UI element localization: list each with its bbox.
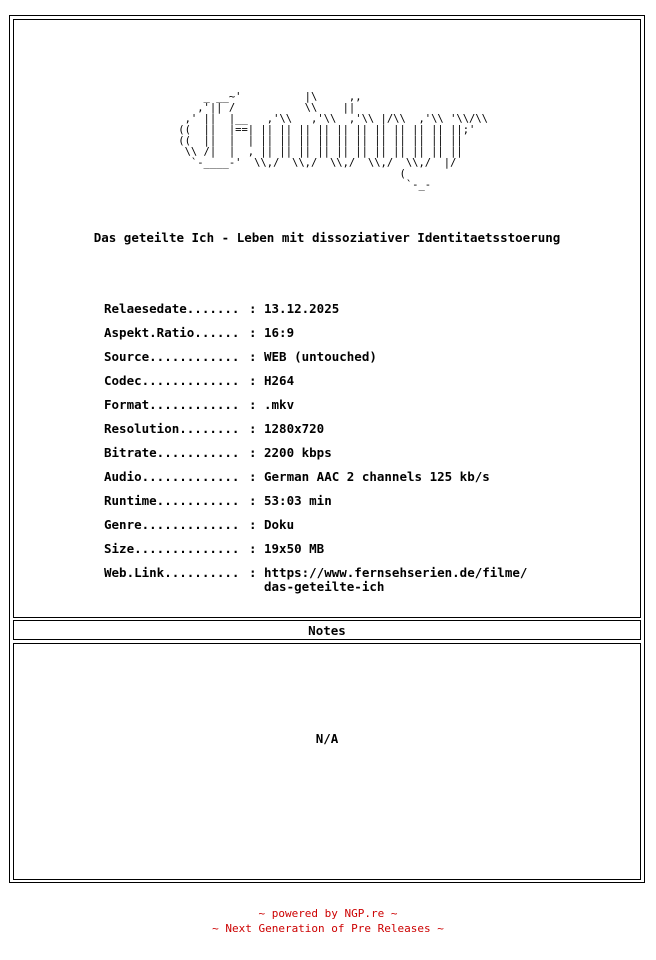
detail-value: German AAC 2 channels 125 kb/s xyxy=(264,469,490,484)
detail-row-resolution xyxy=(104,422,527,446)
detail-separator: : xyxy=(249,565,257,580)
detail-value: H264 xyxy=(264,373,295,388)
detail-value: 13.12.2025 xyxy=(264,301,340,316)
detail-value: 53:03 min xyxy=(264,493,332,508)
details-list xyxy=(104,301,528,594)
detail-separator: : xyxy=(249,445,257,460)
detail-value: 16:9 xyxy=(264,325,295,340)
detail-key: Format............ xyxy=(104,397,240,412)
detail-value: WEB (untouched) xyxy=(264,349,377,364)
detail-value: 19x50 MB xyxy=(264,541,325,556)
detail-row-bitrate xyxy=(104,446,527,470)
notes-title: Notes xyxy=(308,623,346,638)
detail-separator: : xyxy=(249,517,257,532)
detail-row-releasedate xyxy=(104,302,527,326)
detail-key: Runtime........... xyxy=(104,493,240,508)
detail-key: Genre............. xyxy=(104,517,240,532)
detail-key: Web.Link.......... xyxy=(104,565,240,580)
detail-separator: : xyxy=(249,349,257,364)
detail-separator: : xyxy=(249,421,257,436)
detail-row-source xyxy=(104,350,527,374)
footer-powered-by: ~ powered by NGP.re ~ xyxy=(258,907,398,920)
detail-separator: : xyxy=(249,301,257,316)
detail-key: Size.............. xyxy=(104,541,240,556)
detail-separator: : xyxy=(249,397,257,412)
release-info-panel xyxy=(13,19,641,618)
nfo-frame xyxy=(9,15,645,883)
goodboy-ascii-logo: _ __~' |\ ,, ,'|| / \\ || ,' || |__ ,'\\ ,'\\ ,'\\ |/\\ ,'\\ '\\/\\ (( || |==| || || || || || || || || || || ||;' (( || | | || || || || || || || || || || || \\ /| | , || || || || || || || || || || || `-____-' \\,/ \\,/ \\,/ \\,/ \\,/ |/ ( `-_- xyxy=(178,91,489,191)
detail-value: 2200 kbps xyxy=(264,445,332,460)
detail-separator: : xyxy=(249,541,257,556)
release-title: Das geteilte Ich - Leben mit dissoziativer Identitaetsstoerung xyxy=(93,230,561,245)
detail-row-genre xyxy=(104,518,527,542)
detail-row-runtime xyxy=(104,494,527,518)
detail-key: Resolution........ xyxy=(104,421,240,436)
detail-value: 1280x720 xyxy=(264,421,325,436)
detail-separator: : xyxy=(249,493,257,508)
detail-key: Aspekt.Ratio...... xyxy=(104,325,240,340)
detail-row-codec xyxy=(104,374,527,398)
weblink-value[interactable]: https://www.fernsehserien.de/filme/ das-geteilte-ich xyxy=(264,565,528,594)
detail-value: .mkv xyxy=(264,397,295,412)
detail-row-format xyxy=(104,398,527,422)
detail-separator: : xyxy=(249,469,257,484)
detail-row-size xyxy=(104,542,527,566)
detail-key: Audio............. xyxy=(104,469,240,484)
notes-panel xyxy=(13,643,641,880)
detail-key: Bitrate........... xyxy=(104,445,240,460)
detail-value: Doku xyxy=(264,517,295,532)
notes-header xyxy=(13,620,641,640)
detail-separator: : xyxy=(249,325,257,340)
footer-tagline: ~ Next Generation of Pre Releases ~ xyxy=(212,922,444,935)
detail-separator: : xyxy=(249,373,257,388)
detail-row-audio xyxy=(104,470,527,494)
detail-key: Source............ xyxy=(104,349,240,364)
detail-row-weblink xyxy=(104,565,528,594)
detail-key: Relaesedate....... xyxy=(104,301,240,316)
detail-row-aspect-ratio xyxy=(104,326,527,350)
notes-body: N/A xyxy=(315,731,339,746)
detail-key: Codec............. xyxy=(104,373,240,388)
